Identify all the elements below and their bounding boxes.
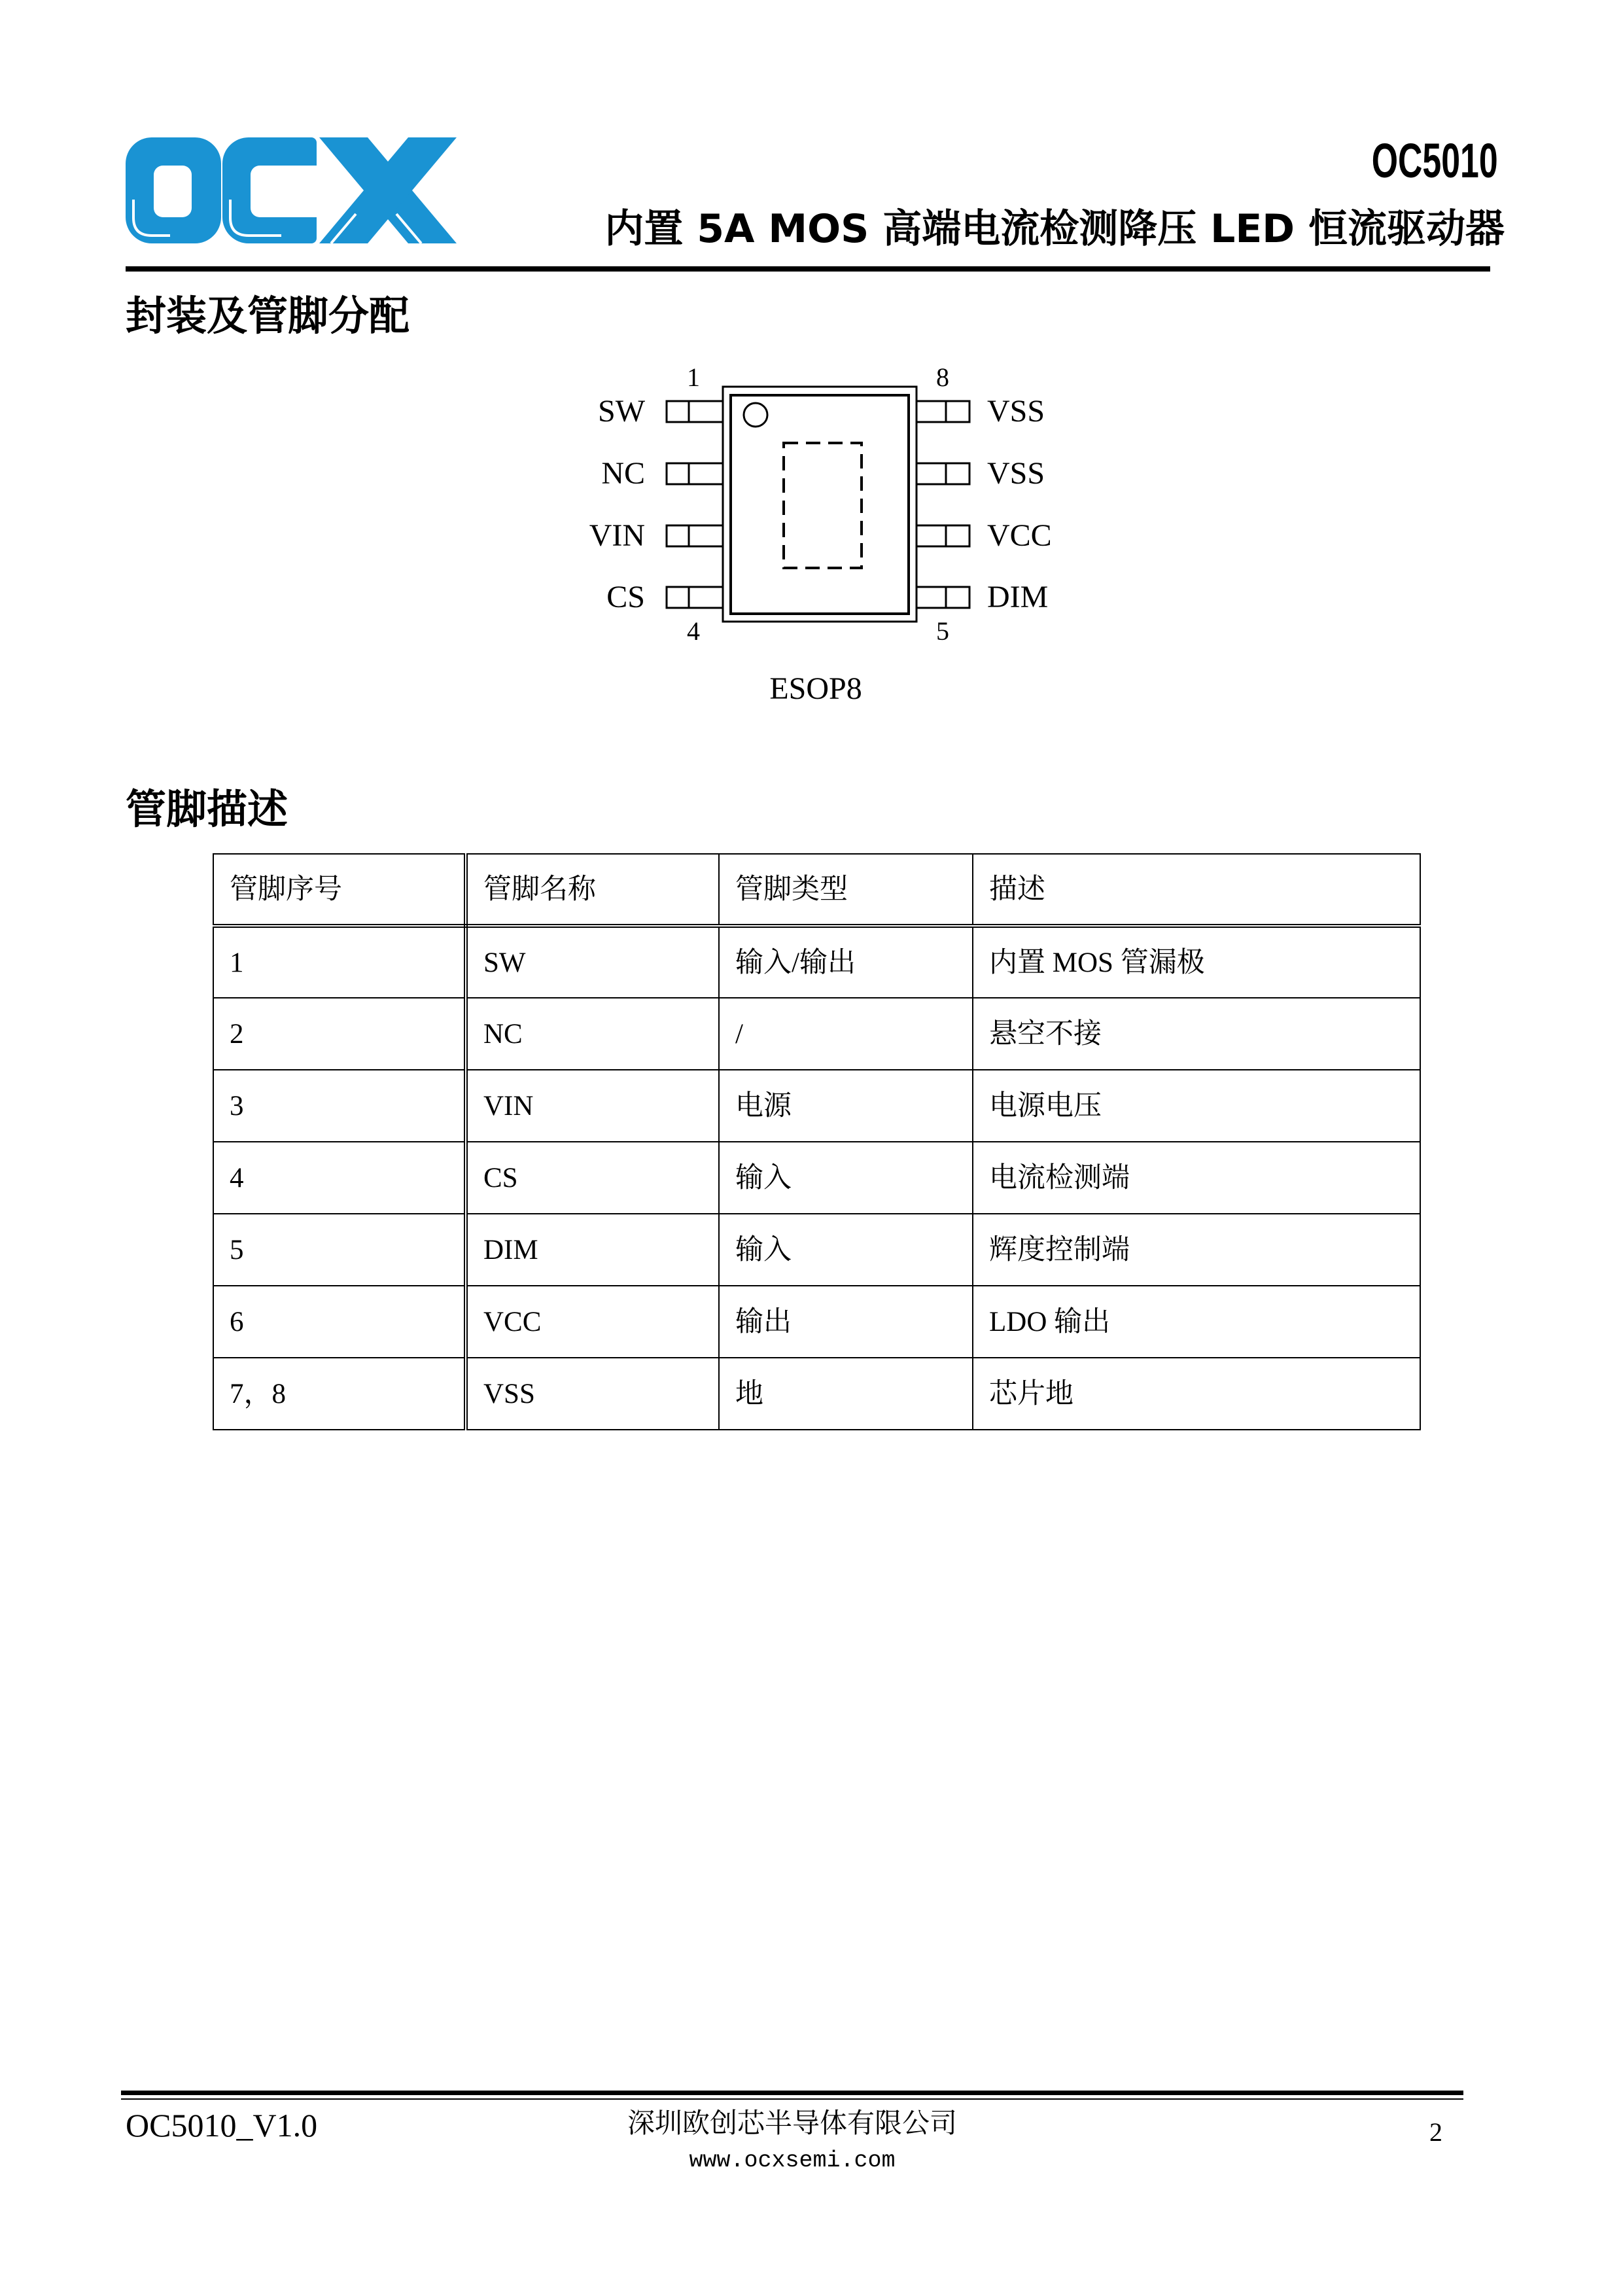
- table-row: [213, 1286, 1420, 1358]
- footer-rule-thin: [121, 2098, 1463, 2100]
- section-title-package: 封装及管脚分配: [126, 292, 410, 340]
- pin-label-sw: SW: [598, 394, 645, 429]
- footer-version: OC5010_V1.0: [126, 2107, 318, 2144]
- logo-letter-o: [126, 137, 221, 243]
- column-header-pin-name: 管脚名称: [466, 854, 719, 926]
- cell-pin-type: /: [719, 998, 973, 1070]
- table-row: [213, 926, 1420, 998]
- cell-pin-type: 输入: [719, 1214, 973, 1286]
- pin-7-lead: [916, 463, 969, 484]
- cell-description: 悬空不接: [973, 998, 1420, 1070]
- cell-pin-number: 1: [213, 926, 466, 998]
- table-row: [213, 1214, 1420, 1286]
- cell-pin-type: 地: [719, 1358, 973, 1430]
- pin-5-lead: [916, 587, 969, 608]
- pin-label-cs: CS: [606, 580, 645, 614]
- cell-description: 电源电压: [973, 1070, 1420, 1142]
- table-row: [213, 998, 1420, 1070]
- column-header-pin-number: 管脚序号: [213, 854, 466, 926]
- cell-pin-name: SW: [466, 926, 719, 998]
- pin-6-lead: [916, 525, 969, 546]
- page-number: 2: [1429, 2117, 1442, 2147]
- table-row: [213, 1142, 1420, 1214]
- cell-pin-name: CS: [466, 1142, 719, 1214]
- chip-body-inner-outline: [731, 395, 909, 614]
- header-rule: [126, 266, 1490, 272]
- cell-pin-type: 输出: [719, 1286, 973, 1358]
- cell-pin-number: 2: [213, 998, 466, 1070]
- pin-description-table: [213, 853, 1421, 1430]
- table-row: [213, 1358, 1420, 1430]
- cell-pin-name: DIM: [466, 1214, 719, 1286]
- pin-label-vss: VSS: [987, 456, 1045, 491]
- footer-company: 深圳欧创芯半导体有限公司: [627, 2109, 957, 2139]
- header-part-number: OC5010: [1372, 133, 1498, 188]
- pin-label-dim: DIM: [987, 580, 1049, 614]
- pin-number-5: 5: [936, 616, 949, 646]
- cell-pin-type: 输入: [719, 1142, 973, 1214]
- logo-letter-c: [222, 137, 317, 243]
- pin-8-lead: [916, 401, 969, 422]
- cell-pin-name: VSS: [466, 1358, 719, 1430]
- pin-4-lead: [667, 587, 723, 608]
- pin-2-lead: [667, 463, 723, 484]
- package-name: ESOP8: [769, 671, 862, 706]
- chip-body-outline: [723, 387, 916, 622]
- table-row: [213, 1070, 1420, 1142]
- pin-label-nc: NC: [601, 456, 645, 491]
- cell-pin-number: 3: [213, 1070, 466, 1142]
- column-header-pin-type: 管脚类型: [719, 854, 973, 926]
- pin-number-8: 8: [936, 362, 949, 392]
- pin-label-vcc: VCC: [987, 518, 1052, 553]
- cell-description: 辉度控制端: [973, 1214, 1420, 1286]
- cell-pin-number: 6: [213, 1286, 466, 1358]
- header-subtitle: 内置 5A MOS 高端电流检测降压 LED 恒流驱动器: [604, 206, 1505, 252]
- cell-pin-type: 电源: [719, 1070, 973, 1142]
- cell-pin-type: 输入/输出: [719, 926, 973, 998]
- cell-description: 内置 MOS 管漏极: [973, 926, 1420, 998]
- pin-1-lead: [667, 401, 723, 422]
- footer-rule: [121, 2091, 1463, 2095]
- cell-pin-name: VCC: [466, 1286, 719, 1358]
- cell-pin-number: 5: [213, 1214, 466, 1286]
- pin-number-4: 4: [687, 616, 700, 646]
- cell-description: 电流检测端: [973, 1142, 1420, 1214]
- cell-pin-name: VIN: [466, 1070, 719, 1142]
- package-diagram: [654, 380, 981, 635]
- cell-description: 芯片地: [973, 1358, 1420, 1430]
- pin-label-vss: VSS: [987, 394, 1045, 429]
- exposed-pad: [784, 443, 862, 568]
- cell-pin-number: 7，8: [213, 1358, 466, 1430]
- pin-label-vin: VIN: [589, 518, 645, 553]
- cell-pin-name: NC: [466, 998, 719, 1070]
- pin-3-lead: [667, 525, 723, 546]
- company-logo: [124, 134, 458, 245]
- section-title-pin-description: 管脚描述: [126, 785, 288, 833]
- column-header-description: 描述: [973, 854, 1420, 926]
- cell-description: LDO 输出: [973, 1286, 1420, 1358]
- cell-pin-number: 4: [213, 1142, 466, 1214]
- footer-website: www.ocxsemi.com: [689, 2147, 896, 2174]
- pin-1-marker: [744, 403, 767, 427]
- pin-number-1: 1: [687, 362, 700, 392]
- table-header-row: [213, 854, 1420, 926]
